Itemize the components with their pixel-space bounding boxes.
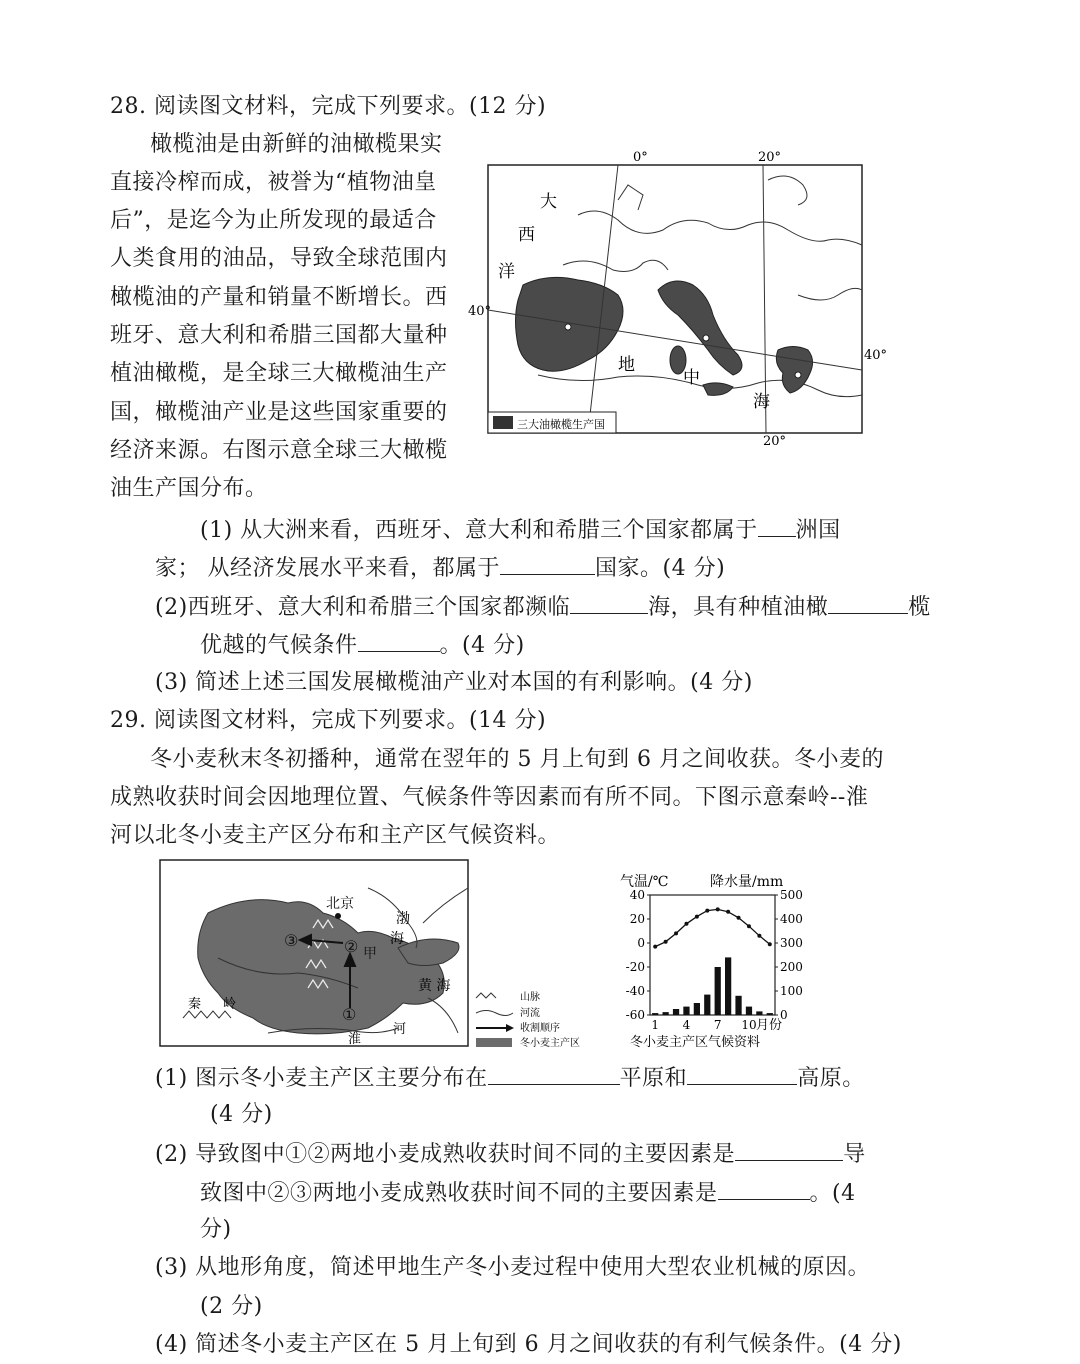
answer-blank[interactable] <box>758 514 796 537</box>
map-lat-40-right: 40° <box>864 348 888 363</box>
precip-bar <box>704 995 710 1015</box>
chart-precip-tick-label: 300 <box>780 936 803 950</box>
map-ocean-label: 大 <box>540 192 557 212</box>
q29-sub3-line2: (2 分) <box>200 1294 263 1319</box>
chart-x-tick-label: 10 <box>741 1018 757 1032</box>
q28-material-line: 人类食用的油品，导致全球范围内 <box>110 246 448 271</box>
q29-sub1-line1 <box>155 1062 865 1094</box>
answer-blank[interactable] <box>718 1177 810 1200</box>
precip-bar <box>663 1012 669 1015</box>
map-lon-20-top: 20° <box>758 150 782 165</box>
temperature-point <box>716 907 720 911</box>
q29-sub4: (4) 简述冬小麦主产区在 5 月上旬到 6 月之间收获的有利气候条件。(4 分) <box>155 1332 902 1357</box>
map-qinling: 秦 <box>188 997 202 1012</box>
q28-sub1-text: 国家。(4 分) <box>595 556 726 581</box>
legend-swatch <box>493 416 513 429</box>
map-marker-3: ③ <box>284 931 299 950</box>
climate-chart <box>620 870 840 1050</box>
q28-material-line: 经济来源。右图示意全球三大橄榄 <box>110 438 448 463</box>
q29-sub1-text: 高原。 <box>797 1066 865 1091</box>
q28-sub1-text: (1) 从大洲来看，西班牙、意大利和希腊三个国家都属于 <box>200 518 758 543</box>
answer-blank[interactable] <box>488 1062 620 1085</box>
chart-temp-tick-label: 0 <box>637 936 645 950</box>
q28-sub1-text: 洲国 <box>795 518 841 543</box>
map-huai: 河 <box>393 1022 407 1037</box>
map-jia: 甲 <box>363 946 377 962</box>
q28-material-line: 直接冷榨而成，被誉为“植物油皇 <box>110 170 437 195</box>
chart-x-tick-label: 1 <box>651 1018 660 1032</box>
answer-blank[interactable] <box>358 629 440 652</box>
chart-ylabel-right: 降水量/mm <box>710 874 784 890</box>
temperature-point <box>747 924 751 928</box>
q28-material-line: 植油橄榄，是全球三大橄榄油生产 <box>110 361 448 386</box>
q29-material-line: 河以北冬小麦主产区分布和主产区气候资料。 <box>110 823 561 848</box>
chart-temp-tick-label: -40 <box>625 984 645 998</box>
map-beijing: 北京 <box>326 896 354 912</box>
map-sea-label: 地 <box>618 355 635 375</box>
map-lon-0: 0° <box>633 150 648 165</box>
temperature-point <box>664 940 668 944</box>
legend-mountain: 山脉 <box>520 992 540 1003</box>
temperature-point <box>684 922 688 926</box>
q28-sub1-text: 家； 从经济发展水平来看，都属于 <box>155 556 500 581</box>
legend-river: 河流 <box>520 1008 540 1019</box>
chart-precip-tick-label: 400 <box>780 912 803 926</box>
q28-material-line: 国，橄榄油产业是这些国家重要的 <box>110 400 448 425</box>
wheat-region-map <box>158 858 608 1053</box>
q29-material-line: 冬小麦秋末冬初播种，通常在翌年的 5 月上旬到 6 月之间收获。冬小麦的 <box>150 747 884 772</box>
q28-material-line: 橄榄油的产量和销量不断增长。西 <box>110 285 448 310</box>
temperature-point <box>674 931 678 935</box>
q28-sub2-text: 海，具有种植油橄 <box>648 595 829 620</box>
map-legend <box>476 990 580 1049</box>
chart-frame <box>650 895 775 1015</box>
q29-sub2-text: 。(4 <box>809 1181 856 1206</box>
chart-x-tick-label: 4 <box>682 1018 691 1032</box>
q28-sub2-text: 。(4 分) <box>439 633 525 658</box>
chart-temp-tick-label: -60 <box>625 1008 645 1022</box>
q29-sub1-text: 平原和 <box>619 1066 688 1091</box>
temperature-point <box>737 916 741 920</box>
q28-sub1-line1 <box>200 514 841 546</box>
chart-x-tick-label: 7 <box>713 1018 722 1032</box>
map-marker-1: ① <box>342 1005 357 1024</box>
q29-sub3-line1: (3) 从地形角度，简述甲地生产冬小麦过程中使用大型农业机械的原因。 <box>155 1255 871 1280</box>
precip-bar <box>767 1013 773 1015</box>
map-qinling: 岭 <box>223 997 237 1012</box>
q28-sub1-line2 <box>155 552 725 584</box>
q28-material-line: 后”，是迄今为止所发现的最适合 <box>110 208 437 233</box>
q29-material-line: 成熟收获时间会因地理位置、气候条件等因素而有所不同。下图示意秦岭--淮 <box>110 785 869 810</box>
temperature-point <box>768 942 772 946</box>
q28-sub2-line1 <box>155 591 931 623</box>
answer-blank[interactable] <box>500 552 595 575</box>
answer-blank[interactable] <box>735 1138 843 1161</box>
chart-precip-tick-label: 200 <box>780 960 803 974</box>
mediterranean-map <box>468 145 888 450</box>
chart-ylabel-left: 气温/℃ <box>620 874 669 890</box>
map-sea-label: 海 <box>753 392 770 412</box>
temperature-point <box>695 915 699 919</box>
q28-sub2-text: 优越的气候条件 <box>200 633 358 658</box>
chart-temp-tick-label: 40 <box>629 888 645 902</box>
chart-temp-tick-label: 20 <box>629 912 645 926</box>
temperature-point <box>653 945 657 949</box>
chart-precip-tick-label: 500 <box>780 888 803 902</box>
answer-blank[interactable] <box>828 591 908 614</box>
q28-material-line: 班牙、意大利和希腊三国都大量种 <box>110 323 448 348</box>
q29-sub2-text: 导 <box>843 1142 866 1167</box>
answer-blank[interactable] <box>570 591 648 614</box>
map-ocean-label: 洋 <box>498 262 515 282</box>
map-sea-label: 中 <box>683 368 700 388</box>
temperature-point <box>726 910 730 914</box>
q28-sub2-text: (2)西班牙、意大利和希腊三个国家都濒临 <box>155 595 571 620</box>
q29-sub1-text: (1) 图示冬小麦主产区主要分布在 <box>155 1066 488 1091</box>
precip-bar <box>673 1009 679 1015</box>
q29-sub2-line3: 分) <box>200 1217 232 1242</box>
legend-order: 收割顺序 <box>520 1023 560 1034</box>
q28-sub2-text: 榄 <box>908 595 931 620</box>
chart-title: 冬小麦主产区气候资料 <box>630 1035 761 1050</box>
q29-sub2-text: (2) 导致图中①②两地小麦成熟收获时间不同的主要因素是 <box>155 1142 736 1167</box>
map-lon-20-bottom: 20° <box>763 434 787 449</box>
precip-bar <box>694 1003 700 1015</box>
precip-bar <box>725 957 731 1015</box>
precip-bar <box>715 967 721 1015</box>
q29-sub1-line2: (4 分) <box>210 1102 273 1127</box>
answer-blank[interactable] <box>687 1062 797 1085</box>
temperature-point <box>705 909 709 913</box>
precip-bar <box>652 1013 658 1015</box>
precip-bar <box>756 1011 762 1015</box>
map-lat-40-left: 40° <box>468 304 492 319</box>
map-huai: 淮 <box>348 1032 362 1047</box>
precip-bar <box>735 996 741 1015</box>
q28-sub2-line2 <box>200 629 525 661</box>
map-marker-2: ② <box>344 937 359 956</box>
chart-precip-tick-label: 100 <box>780 984 803 998</box>
legend-area: 冬小麦主产区 <box>520 1038 580 1049</box>
q29-title: 29. 阅读图文材料，完成下列要求。(14 分) <box>110 708 547 733</box>
q29-sub2-text: 致图中②③两地小麦成熟收获时间不同的主要因素是 <box>200 1181 718 1206</box>
q28-material-line: 橄榄油是由新鲜的油橄榄果实 <box>150 132 443 157</box>
q29-sub2-line1 <box>155 1138 866 1170</box>
temperature-line <box>655 909 770 946</box>
precip-bar <box>683 1007 689 1015</box>
q28-title: 28. 阅读图文材料，完成下列要求。(12 分) <box>110 94 547 119</box>
q28-sub3: (3) 简述上述三国发展橄榄油产业对本国的有利影响。(4 分) <box>155 670 753 695</box>
q28-material-line: 油生产国分布。 <box>110 476 268 501</box>
map-bohai: 海 <box>390 931 404 947</box>
temperature-point <box>757 934 761 938</box>
chart-x-unit: 月份 <box>756 1018 783 1033</box>
map-ocean-label: 西 <box>518 225 535 245</box>
chart-precip-tick-label: 0 <box>780 1008 788 1022</box>
precip-bar <box>746 1007 752 1015</box>
q29-sub2-line2 <box>200 1177 856 1209</box>
map-legend-label: 三大油橄榄生产国 <box>517 418 605 431</box>
map-bohai: 渤 <box>396 911 410 927</box>
chart-temp-tick-label: -20 <box>625 960 645 974</box>
map-huanghai: 黄 海 <box>418 978 451 994</box>
